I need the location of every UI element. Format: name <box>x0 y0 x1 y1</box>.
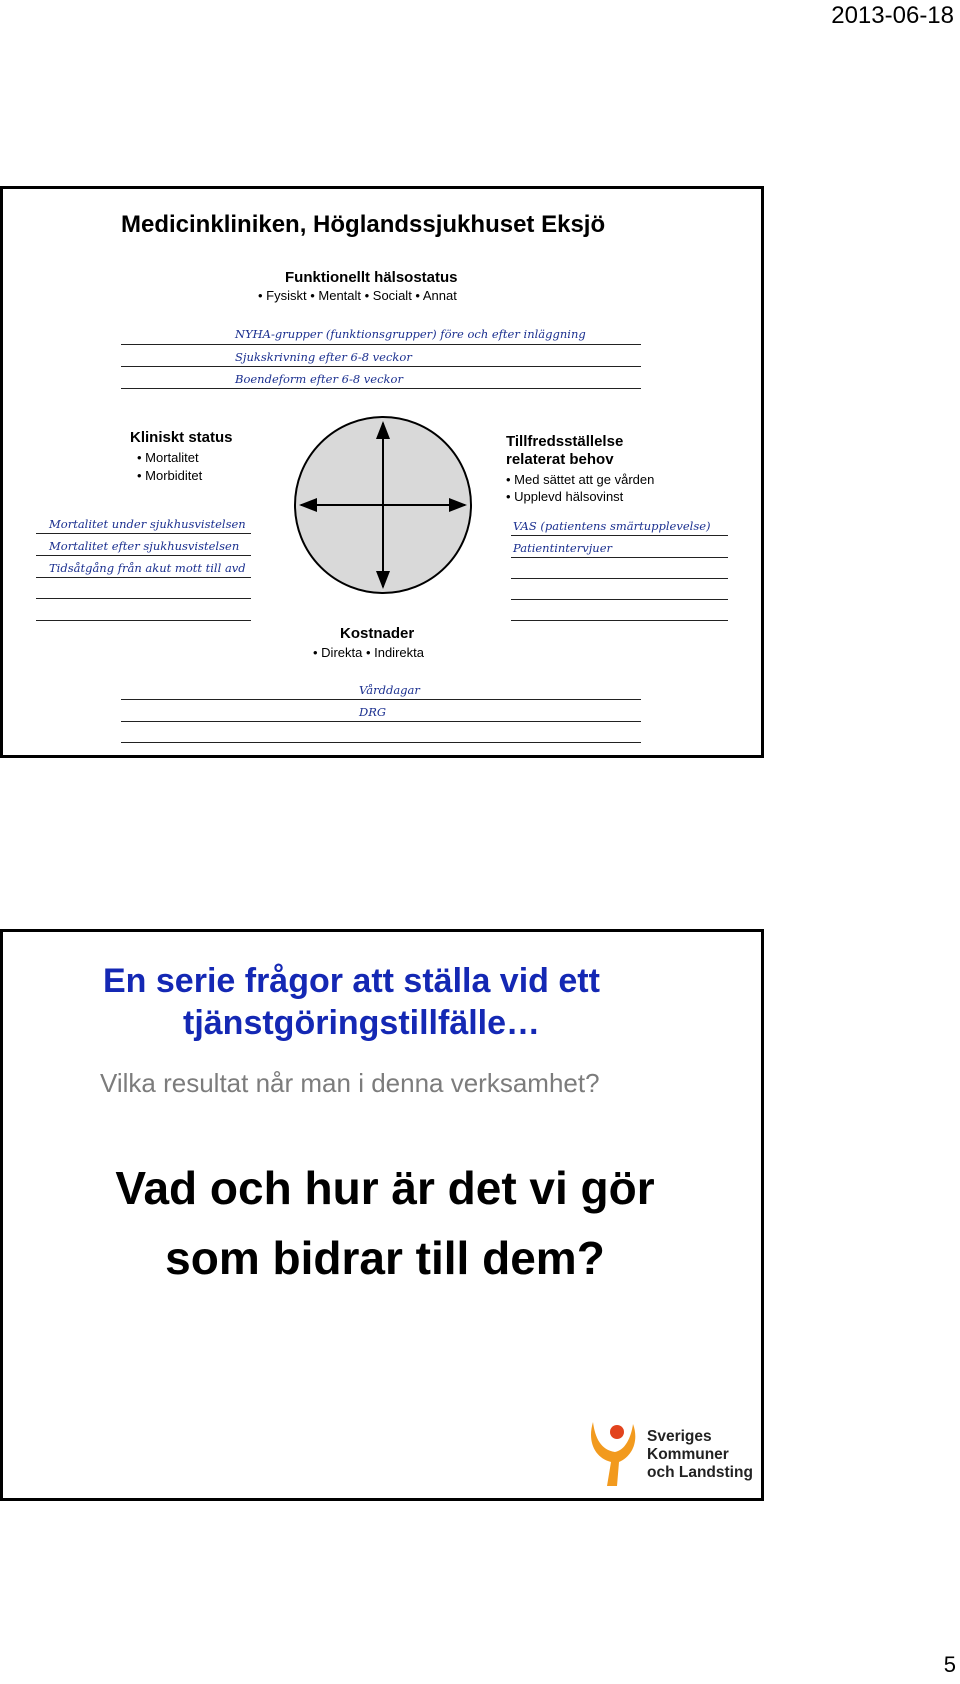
note-vas: VAS (patientens smärtupplevelse) <box>513 519 711 533</box>
rule <box>121 699 641 700</box>
rule <box>36 620 251 621</box>
note-nyha: NYHA-grupper (funktionsgrupper) före och efter inläggning <box>235 327 586 341</box>
rule <box>121 742 641 743</box>
bullet-care-manner: • Med sättet att ge vården <box>506 472 655 487</box>
note-time-emergency-to-ward: Tidsåtgång från akut mott till avd <box>49 561 246 575</box>
logo-text-line2: Kommuner <box>647 1446 729 1463</box>
rule <box>36 533 251 534</box>
heading-functional-status: Funktionellt hälsostatus <box>285 269 458 286</box>
heading-costs: Kostnader <box>340 625 415 642</box>
slide2-title-line1: En serie frågor att ställa vid ett <box>103 962 600 1000</box>
note-sick-leave: Sjukskrivning efter 6-8 veckor <box>235 350 412 364</box>
page-number: 5 <box>943 1652 956 1677</box>
bullet-morbidity: • Morbiditet <box>137 468 203 483</box>
slide2-title-line2: tjänstgöringstillfälle… <box>183 1004 541 1042</box>
slide2-question-line1: Vad och hur är det vi gör <box>115 1162 655 1214</box>
rule <box>36 598 251 599</box>
skl-logo-icon <box>587 1420 641 1488</box>
rule <box>36 555 251 556</box>
slide-title: Medicinkliniken, Höglandssjukhuset Eksjö <box>121 211 606 238</box>
rule <box>511 620 728 621</box>
rule <box>121 366 641 367</box>
rule <box>121 721 641 722</box>
print-date: 2013-06-18 <box>831 2 954 29</box>
heading-clinical-status: Kliniskt status <box>130 429 233 446</box>
note-drg: DRG <box>359 705 387 719</box>
note-mortality-after-stay: Mortalitet efter sjukhusvistelsen <box>49 539 240 553</box>
bullet-health-gain: • Upplevd hälsovinst <box>506 489 624 504</box>
logo-text-line1: Sveriges <box>647 1428 712 1445</box>
heading-satisfaction: Tillfredsställelse <box>506 433 624 450</box>
slide-question-series <box>0 929 764 1501</box>
rule <box>511 557 728 558</box>
rule <box>121 344 641 345</box>
note-patient-interviews: Patientintervjuer <box>513 541 612 555</box>
rule <box>511 599 728 600</box>
heading-satisfaction-line2: relaterat behov <box>506 451 614 468</box>
note-mortality-during-stay: Mortalitet under sjukhusvistelsen <box>49 517 246 531</box>
compass-diagram <box>291 413 475 597</box>
bullets-costs: • Direkta • Indirekta <box>313 645 424 660</box>
slide2-question-line2: som bidrar till dem? <box>165 1232 605 1284</box>
logo-text-line3: och Landsting <box>647 1464 753 1481</box>
slide-balanced-health-compass <box>0 186 764 758</box>
rule <box>36 577 251 578</box>
slide2-subtitle: Vilka resultat når man i denna verksamhet? <box>100 1068 600 1098</box>
bullet-mortality: • Mortalitet <box>137 450 199 465</box>
rule <box>511 535 728 536</box>
rule <box>511 578 728 579</box>
note-housing: Boendeform efter 6-8 veckor <box>235 372 403 386</box>
note-care-days: Vårddagar <box>359 683 420 697</box>
bullets-functional-status: • Fysiskt • Mentalt • Socialt • Annat <box>258 288 457 303</box>
rule <box>121 388 641 389</box>
